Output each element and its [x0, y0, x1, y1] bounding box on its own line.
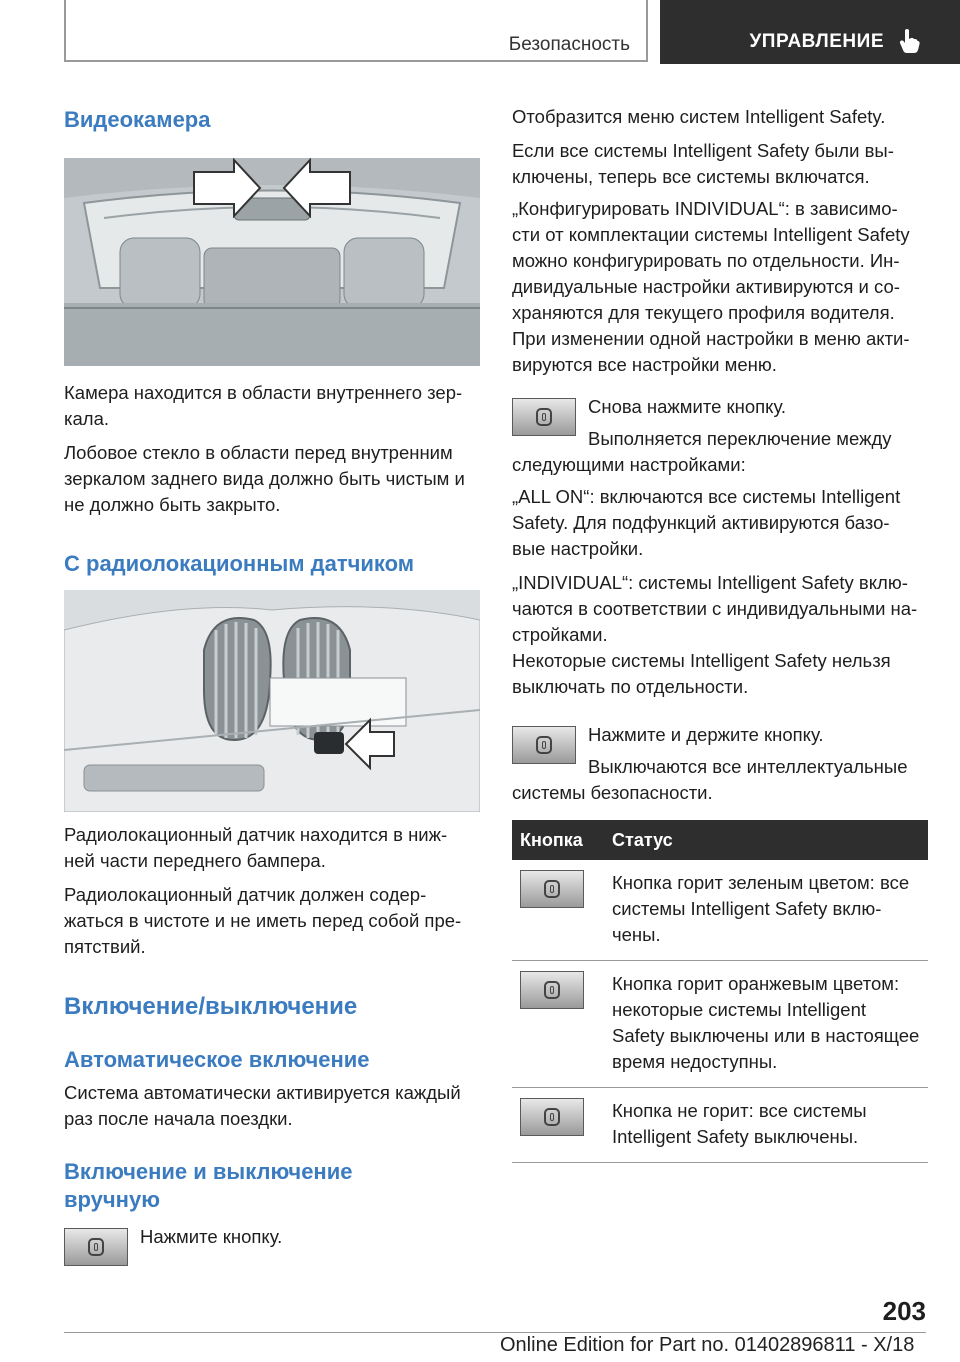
manual-heading: Включение и выключение вручную [64, 1159, 353, 1212]
manual-step-text: Нажмите кнопку. [140, 1226, 283, 1247]
some-systems-text: Некоторые системы Intelligent Safety нельзя выключать по отдельности. [512, 650, 891, 697]
chapter-title: УПРАВЛЕНИЕ [749, 31, 884, 52]
step-press-hold: Нажмите и держите кнопку. [588, 724, 824, 745]
camera-windshield-text: Лобовое стекло в области перед внутренним зеркалом заднего вида должно быть чистым и не должно быть закрыто. [64, 442, 465, 515]
radar-heading: С радиолокационным датчиком [64, 551, 415, 576]
all-on-text: „ALL ON“: включаются все системы Intelligent Safety. Для подфункций активируются базо- вые настройки. [512, 486, 901, 559]
button-off-icon [520, 1098, 584, 1136]
chapter-tab [660, 0, 960, 64]
button-cell [512, 961, 604, 1088]
step-press-again-result: Выполняется переключение между следующими настройками: [512, 428, 892, 475]
table-row [512, 860, 928, 961]
radar-location-text: Радиолокационный датчик находится в ниж- ней части переднего бампера. [64, 824, 448, 871]
camera-heading: Видеокамера [64, 107, 211, 132]
camera-figure [64, 158, 480, 366]
section-title: Безопасность [508, 34, 630, 55]
car-interior-illustration [64, 158, 480, 366]
page-number: 203 [882, 1296, 926, 1326]
auto-heading: Автоматическое включение [64, 1047, 370, 1072]
individual-text: „INDIVIDUAL“: системы Intelligent Safety вклю- чаются в соответствии с индивидуальными на- стройками. [512, 572, 918, 645]
edition-text: Online Edition for Part no. 01402896811 - X/18 [500, 1334, 915, 1356]
button-green-icon [520, 870, 584, 908]
table-row [512, 961, 928, 1088]
column-header-status: Статус [604, 820, 928, 860]
status-cell: Кнопка горит оранжевым цветом: некоторые системы Intelligent Safety выключены или в настоящее время недоступны. [604, 961, 928, 1088]
button-cell [512, 860, 604, 961]
button-orange-icon [520, 971, 584, 1009]
individual-config-text: „Конфигурировать INDIVIDUAL“: в зависимо- сти от комплектации системы Intelligent Safety можно конфигурировать по отдельности. Ин- дивидуальные настройки активируются и со- храняются для текущего профиля водителя. При изменении одной настройки в меню акти- вируются все настройки меню. [512, 198, 910, 375]
table-header-row [512, 820, 928, 860]
table-row [512, 1088, 928, 1163]
button-status-table [512, 820, 928, 1163]
menu-text: Отобразится меню систем Intelligent Safety. [512, 106, 886, 127]
all-off-text: Если все системы Intelligent Safety были вы- ключены, теперь все системы включатся. [512, 140, 894, 187]
step-press-hold-result: Выключаются все интеллектуальные системы безопасности. [512, 756, 908, 803]
column-header-button: Кнопка [512, 820, 604, 860]
step-press-again: Снова нажмите кнопку. [588, 396, 786, 417]
auto-text: Система автоматически активируется каждый раз после начала поездки. [64, 1082, 461, 1129]
onoff-heading: Включение/выключение [64, 993, 358, 1020]
camera-location-text: Камера находится в области внутреннего зер- кала. [64, 382, 463, 429]
button-cell [512, 1088, 604, 1163]
car-front-illustration [64, 590, 480, 812]
pointing-hand-icon [898, 28, 920, 54]
intelligent-safety-button-icon [64, 1228, 128, 1266]
radar-clean-text: Радиолокационный датчик должен содер- жаться в чистоте и не иметь перед собой пре- пятствий. [64, 884, 462, 957]
radar-figure [64, 590, 480, 812]
status-cell: Кнопка горит зеленым цветом: все системы Intelligent Safety вклю- чены. [604, 860, 928, 961]
status-cell: Кнопка не горит: все системы Intelligent Safety выключены. [604, 1088, 928, 1163]
footer-divider [64, 1332, 926, 1333]
